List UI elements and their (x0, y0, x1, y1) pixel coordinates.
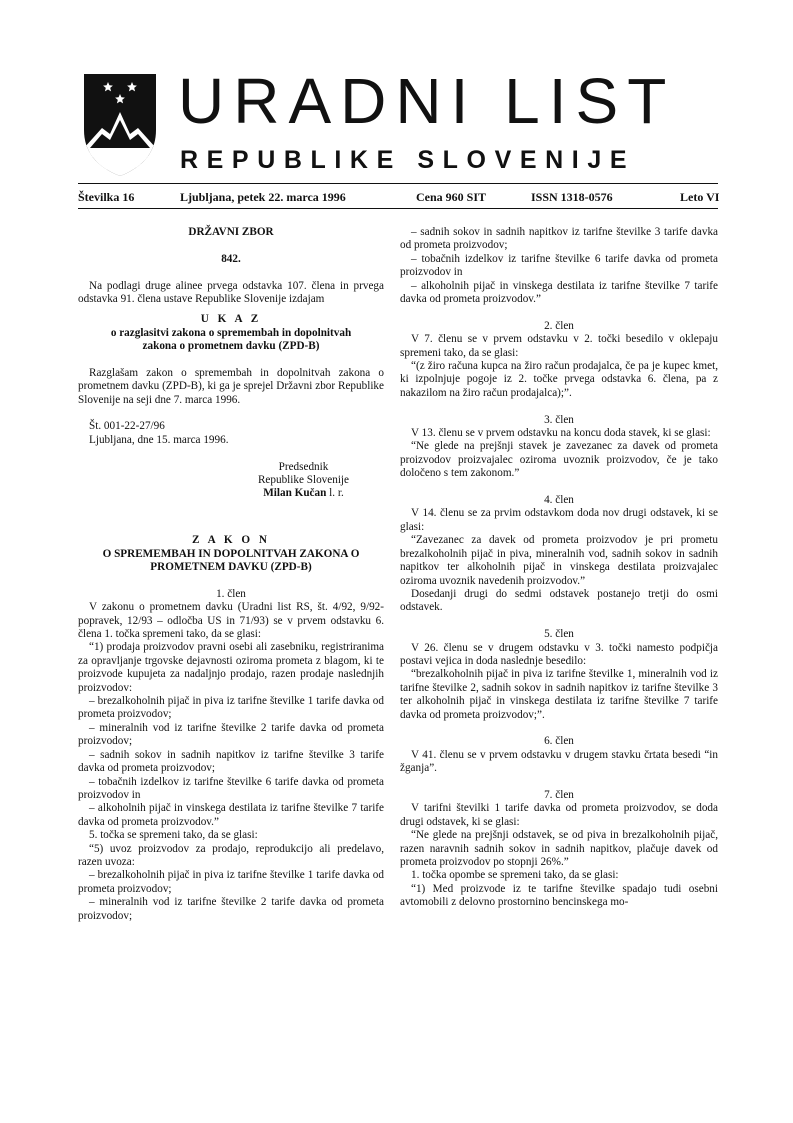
issn: ISSN 1318-0576 (531, 190, 613, 204)
article-5-heading: 5. člen (544, 628, 574, 641)
signature-role: Predsednik (278, 460, 329, 473)
paragraph: V 13. členu se v prvem odstavku na koncu doda stavek, ki se glasi: (411, 427, 711, 440)
paragraph: V tarifni številki 1 tarife davka od prometa proizvodov, se doda drugi odstavek, ki se glasi: (400, 802, 718, 828)
act-number: 842. (221, 252, 241, 265)
article-4-heading: 4. člen (544, 494, 574, 507)
paragraph: V zakonu o prometnem davku (Uradni list RS, št. 4/92, 9/92-popravek, 12/93 – odločba US in 71/93) se v prvem odstavku 6. člena 1. točka spremeni tako, da se glasi: (78, 601, 384, 641)
issue-price: Cena 960 SIT (416, 190, 487, 204)
signature-country: Republike Slovenije (257, 473, 350, 486)
article-2-heading: 2. člen (544, 319, 574, 332)
list-item: – mineralnih vod iz tarifne številke 2 tarife davka od prometa proizvodov; (78, 896, 384, 922)
zakon-subtitle: O SPREMEMBAH IN DOPOLNITVAH ZAKONA O PROMETNEM DAVKU (ZPD-B) (102, 547, 360, 574)
article-6-heading: 6. člen (544, 735, 574, 748)
right-column (400, 226, 718, 910)
article-7-heading: 7. člen (544, 788, 574, 801)
signature-name: Milan Kučan (263, 487, 327, 500)
list-item: – tobačnih izdelkov iz tarifne številke 6 tarife davka od prometa proizvodov in (400, 252, 718, 279)
paragraph: “Ne glede na prejšnji odstavek, se od piva in brezalkoholnih pijač, razen naravnih sadnih sokov in sadnih napitkov, plačuje davek od prometa proizvodov po stopnji 26%.” (400, 829, 718, 868)
paragraph: “brezalkoholnih pijač in piva iz tarifne številke 1, mineralnih vod iz tarifne številke 2, sadnih sokov in sadnih napitkov iz tarifne številke 3 ter alkoholnih pijač in vinskega destilata iz tarifne številke 7 tarife davka od prometa proizvodov;”. (400, 668, 718, 721)
gazette-title: URADNI LIST (178, 65, 676, 137)
article-1-heading: 1. člen (216, 587, 246, 600)
paragraph: V 7. členu se v prvem odstavku v 2. točki besedilo v oklepaju spremeni tako, da se glasi: (400, 333, 718, 359)
list-item: – tobačnih izdelkov iz tarifne številke 6 tarife davka od prometa proizvodov in (78, 775, 384, 801)
article-3-heading: 3. člen (544, 413, 574, 426)
list-item: – sadnih sokov in sadnih napitkov iz tarifne številke 3 tarife davka od prometa proizvodov; (78, 748, 384, 775)
issue-number: Številka 16 (78, 190, 135, 204)
list-item: – brezalkoholnih pijač in piva iz tarifne številke 1 tarife davka od prometa proizvodov; (78, 695, 384, 721)
list-item: – alkoholnih pijač in vinskega destilata iz tarifne številke 7 tarife davka od prometa proizvodov.” (78, 802, 384, 828)
ukaz-subtitle: o razglasitvi zakona o spremembah in dopolnitvah zakona o prometnem davku (ZPD-B) (110, 326, 352, 352)
reference-date: Ljubljana, dne 15. marca 1996. (89, 433, 229, 446)
slovenian-coat-of-arms-icon (80, 70, 160, 178)
zakon-title: Z A K O N (192, 534, 270, 547)
header-rule-top (78, 183, 718, 184)
paragraph: “1) Med proizvode iz te tarifne številke spadajo tudi osebni avtomobili z delovno prostornino bencinskega mo- (400, 882, 718, 909)
reference-number: Št. 001-22-27/96 (89, 420, 165, 433)
paragraph: V 26. členu se v drugem odstavku v 3. točki namesto podpičja postavi vejica in doda naslednje besedilo: (400, 641, 718, 667)
gazette-subtitle: REPUBLIKE SLOVENIJE (180, 146, 636, 174)
left-column (78, 226, 384, 923)
paragraph: “5) uvoz proizvodov za prodajo, reprodukcijo ali predelavo, razen uvoza: (78, 842, 384, 868)
signature-suffix: l. r. (326, 487, 344, 500)
preamble: Na podlagi druge alinee prvega odstavka 107. člena in prvega odstavka 91. člena ustave Republike Slovenije izdajam (78, 279, 384, 305)
paragraph: V 41. členu se v prvem odstavku v drugem stavku črtata besedi “in žganja”. (400, 748, 718, 775)
list-item: – sadnih sokov in sadnih napitkov iz tarifne številke 3 tarife davka od prometa proizvodov; (400, 226, 718, 252)
institution-heading: DRŽAVNI ZBOR (188, 226, 274, 238)
ukaz-text: Razglašam zakon o spremembah in dopolnitvah zakona o prometnem davku (ZPD-B), ki ga je sprejel Državni zbor Republike Slovenije na seji dne 7. marca 1996. (78, 366, 384, 406)
paragraph: V 14. členu se za prvim odstavkom doda nov drugi odstavek, ki se glasi: (400, 507, 718, 533)
paragraph: 5. točka se spremeni tako, da se glasi: (89, 829, 258, 842)
issue-date: Ljubljana, petek 22. marca 1996 (180, 190, 346, 204)
paragraph: Dosedanji drugi do sedmi odstavek postanejo tretji do osmi odstavek. (400, 587, 718, 614)
paragraph: “Ne glede na prejšnji stavek je zavezanec za davek od prometa proizvodov proizvajalec oziroma uvoznik proizvodov, če je tako določeno s tem zakonom.” (400, 440, 718, 480)
list-item: – brezalkoholnih pijač in piva iz tarifne številke 1 tarife davka od prometa proizvodov; (78, 869, 384, 895)
signature-line (78, 487, 384, 500)
header-rule-bottom (78, 208, 718, 209)
list-item: – mineralnih vod iz tarifne številke 2 tarife davka od prometa proizvodov; (78, 721, 384, 748)
paragraph: 1. točka opombe se spremeni tako, da se glasi: (411, 869, 619, 882)
issue-year: Leto VI (680, 190, 720, 204)
list-item: – alkoholnih pijač in vinskega destilata iz tarifne številke 7 tarife davka od prometa proizvodov.” (400, 279, 718, 306)
ukaz-title: U K A Z (200, 313, 262, 326)
paragraph: “Zavezanec za davek od prometa proizvodov je pri prometu brezalkoholnih pijač in piva, mineralnih vod, sadnih sokov in sadnih napitkov ter alkoholnih pijač in vinskega destilata proizvajalec oziroma uvoznik navedenih proizvodov.” (400, 534, 718, 587)
paragraph: “(z žiro računa kupca na žiro račun prodajalca, če pa je kupec kmet, ki izpolnjuje pogoje iz 2. točke prvega odstavka 6. člena, pa z nakazilom na žiro račun prodajalca);”. (400, 360, 718, 399)
paragraph: “1) prodaja proizvodov pravni osebi ali zasebniku, registriranima za opravljanje trgovske dejavnosti oziroma prometa z blagom, ki te proizvode kupujeta za nadaljnjo prodajo, razen prodaje naslednjih proizvodov: (78, 641, 384, 694)
